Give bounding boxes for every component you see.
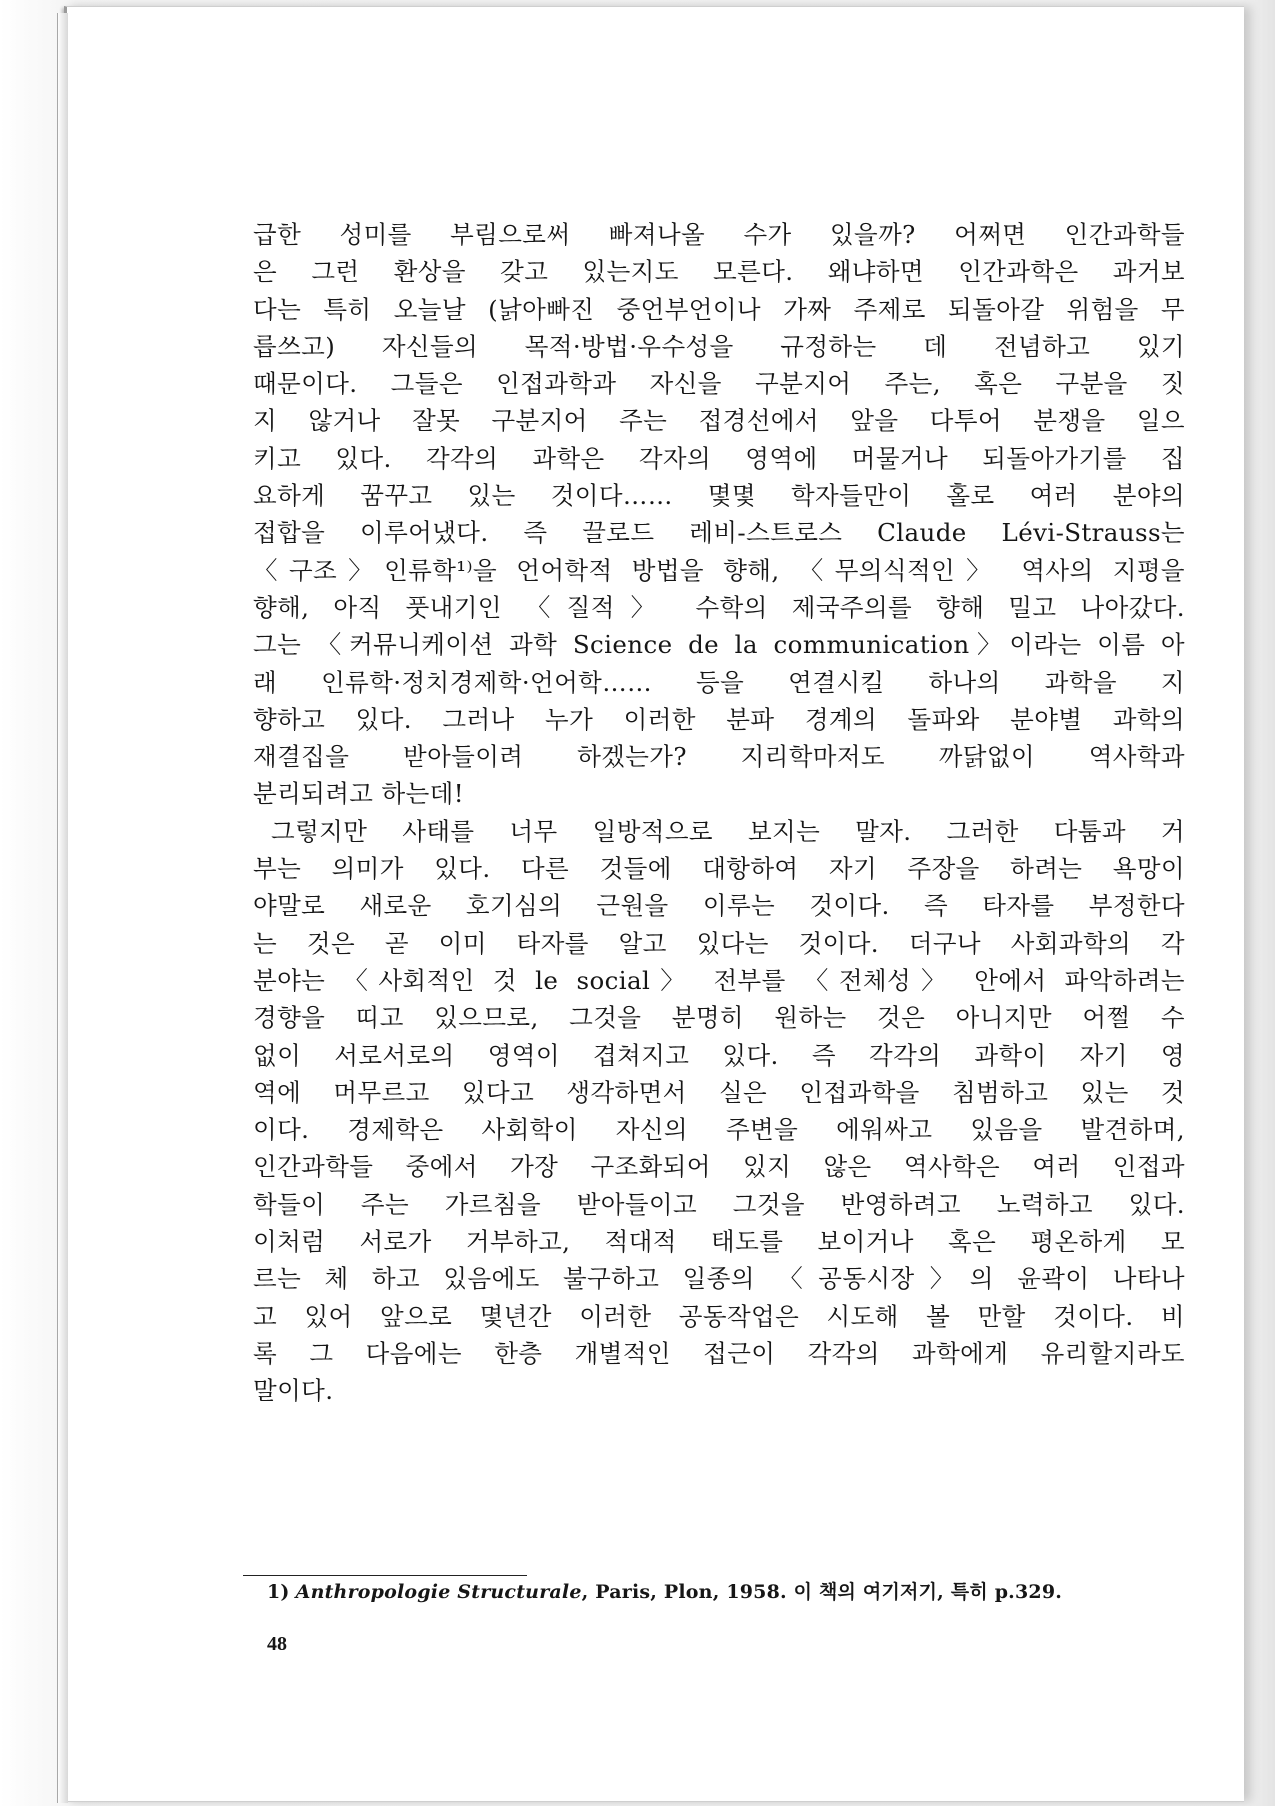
text-line: 르는 체 하고 있음에도 불구하고 일종의 〈공동시장〉의 윤곽이 나타나 (253, 1264, 1185, 1294)
text-line: 없이 서로서로의 영역이 겹쳐지고 있다. 즉 각각의 과학이 자기 영 (253, 1040, 1185, 1070)
footnote (267, 1577, 1207, 1607)
text-line: 래 인류학·정치경제학·언어학…… 등을 연결시킬 하나의 과학을 지 (253, 667, 1185, 697)
text-line: 재결집을 받아들이려 하겠는가? 지리학마저도 까닭없이 역사학과 (253, 742, 1185, 772)
text-line: 때문이다. 그들은 인접과학과 자신을 구분지어 주는, 혹은 구분을 짓 (253, 369, 1185, 399)
text-line: 릅쓰고) 자신들의 목적·방법·우수성을 규정하는 데 전념하고 있기 (253, 331, 1185, 361)
text-line: 학들이 주는 가르침을 받아들이고 그것을 반영하려고 노력하고 있다. (253, 1189, 1185, 1219)
page-fold-edge (57, 13, 68, 1803)
book-page (64, 6, 1244, 1802)
text-line: 록 그 다음에는 한층 개별적인 접근이 각각의 과학에게 유리할지라도 (253, 1338, 1185, 1368)
text-line: 역에 머무르고 있다고 생각하면서 실은 인접과학을 침범하고 있는 것 (253, 1077, 1185, 1107)
text-line: 향해, 아직 풋내기인 〈질적〉 수학의 제국주의를 향해 밀고 나아갔다. (253, 592, 1185, 622)
text-line: 요하게 꿈꾸고 있는 것이다…… 몇몇 학자들만이 홀로 여러 분야의 (253, 481, 1185, 511)
text-line: 이처럼 서로가 거부하고, 적대적 태도를 보이거나 혹은 평온하게 모 (253, 1227, 1185, 1257)
footnote-marker: 1) (267, 1581, 290, 1603)
text-line: 은 그런 환상을 갖고 있는지도 모른다. 왜냐하면 인간과학은 과거보 (253, 257, 1185, 287)
text-line: 는 것은 곧 이미 타자를 알고 있다는 것이다. 더구나 사회과학의 각 (253, 928, 1185, 958)
text-line: 지 않거나 잘못 구분지어 주는 접경선에서 앞을 다투어 분쟁을 일으 (253, 406, 1185, 436)
text-line: 〈구조〉인류학¹⁾을 언어학적 방법을 향해, 〈무의식적인〉 역사의 지평을 (253, 555, 1185, 585)
text-line: 분야는 〈사회적인 것 le social〉 전부를 〈전체성〉 안에서 파악하려는 (253, 965, 1185, 995)
text-line: 그렇지만 사태를 너무 일방적으로 보지는 말자. 그러한 다툼과 거 (271, 816, 1185, 846)
body-text (253, 216, 1185, 1410)
text-line: 다는 특히 오늘날 (낡아빠진 중언부언이나 가짜 주제로 되돌아갈 위험을 무 (253, 294, 1185, 324)
text-line: 접합을 이루어냈다. 즉 끌로드 레비-스트로스 Claude Lévi-Strauss는 (253, 518, 1185, 548)
text-line: 분리되려고 하는데! (253, 779, 464, 809)
text-line: 고 있어 앞으로 몇년간 이러한 공동작업은 시도해 볼 만할 것이다. 비 (253, 1301, 1185, 1331)
text-line: 말이다. (253, 1376, 334, 1406)
text-line: 부는 의미가 있다. 다른 것들에 대항하여 자기 주장을 하려는 욕망이 (253, 854, 1185, 884)
text-line: 향하고 있다. 그러나 누가 이러한 분파 경계의 돌파와 분야별 과학의 (253, 704, 1185, 734)
text-line: 경향을 띠고 있으므로, 그것을 분명히 원하는 것은 아니지만 어쩔 수 (253, 1003, 1185, 1033)
text-line: 인간과학들 중에서 가장 구조화되어 있지 않은 역사학은 여러 인접과 (253, 1152, 1185, 1182)
footnote-citation: , Paris, Plon, 1958. 이 책의 여기저기, 특히 p.329. (581, 1581, 1063, 1603)
page-number: 48 (267, 1633, 287, 1655)
text-line: 야말로 새로운 호기심의 근원을 이루는 것이다. 즉 타자를 부정한다 (253, 891, 1185, 921)
text-line: 이다. 경제학은 사회학이 자신의 주변을 에워싸고 있음을 발견하며, (253, 1115, 1185, 1145)
text-line: 그는 〈커뮤니케이션 과학 Science de la communication〉이라는 이름 아 (253, 630, 1185, 660)
footnote-rule (243, 1575, 527, 1576)
footnote-title: Anthropologie Structurale (295, 1581, 582, 1603)
text-line: 키고 있다. 각각의 과학은 각자의 영역에 머물거나 되돌아가기를 집 (253, 443, 1185, 473)
text-line: 급한 성미를 부림으로써 빠져나올 수가 있을까? 어쩌면 인간과학들 (253, 220, 1185, 249)
